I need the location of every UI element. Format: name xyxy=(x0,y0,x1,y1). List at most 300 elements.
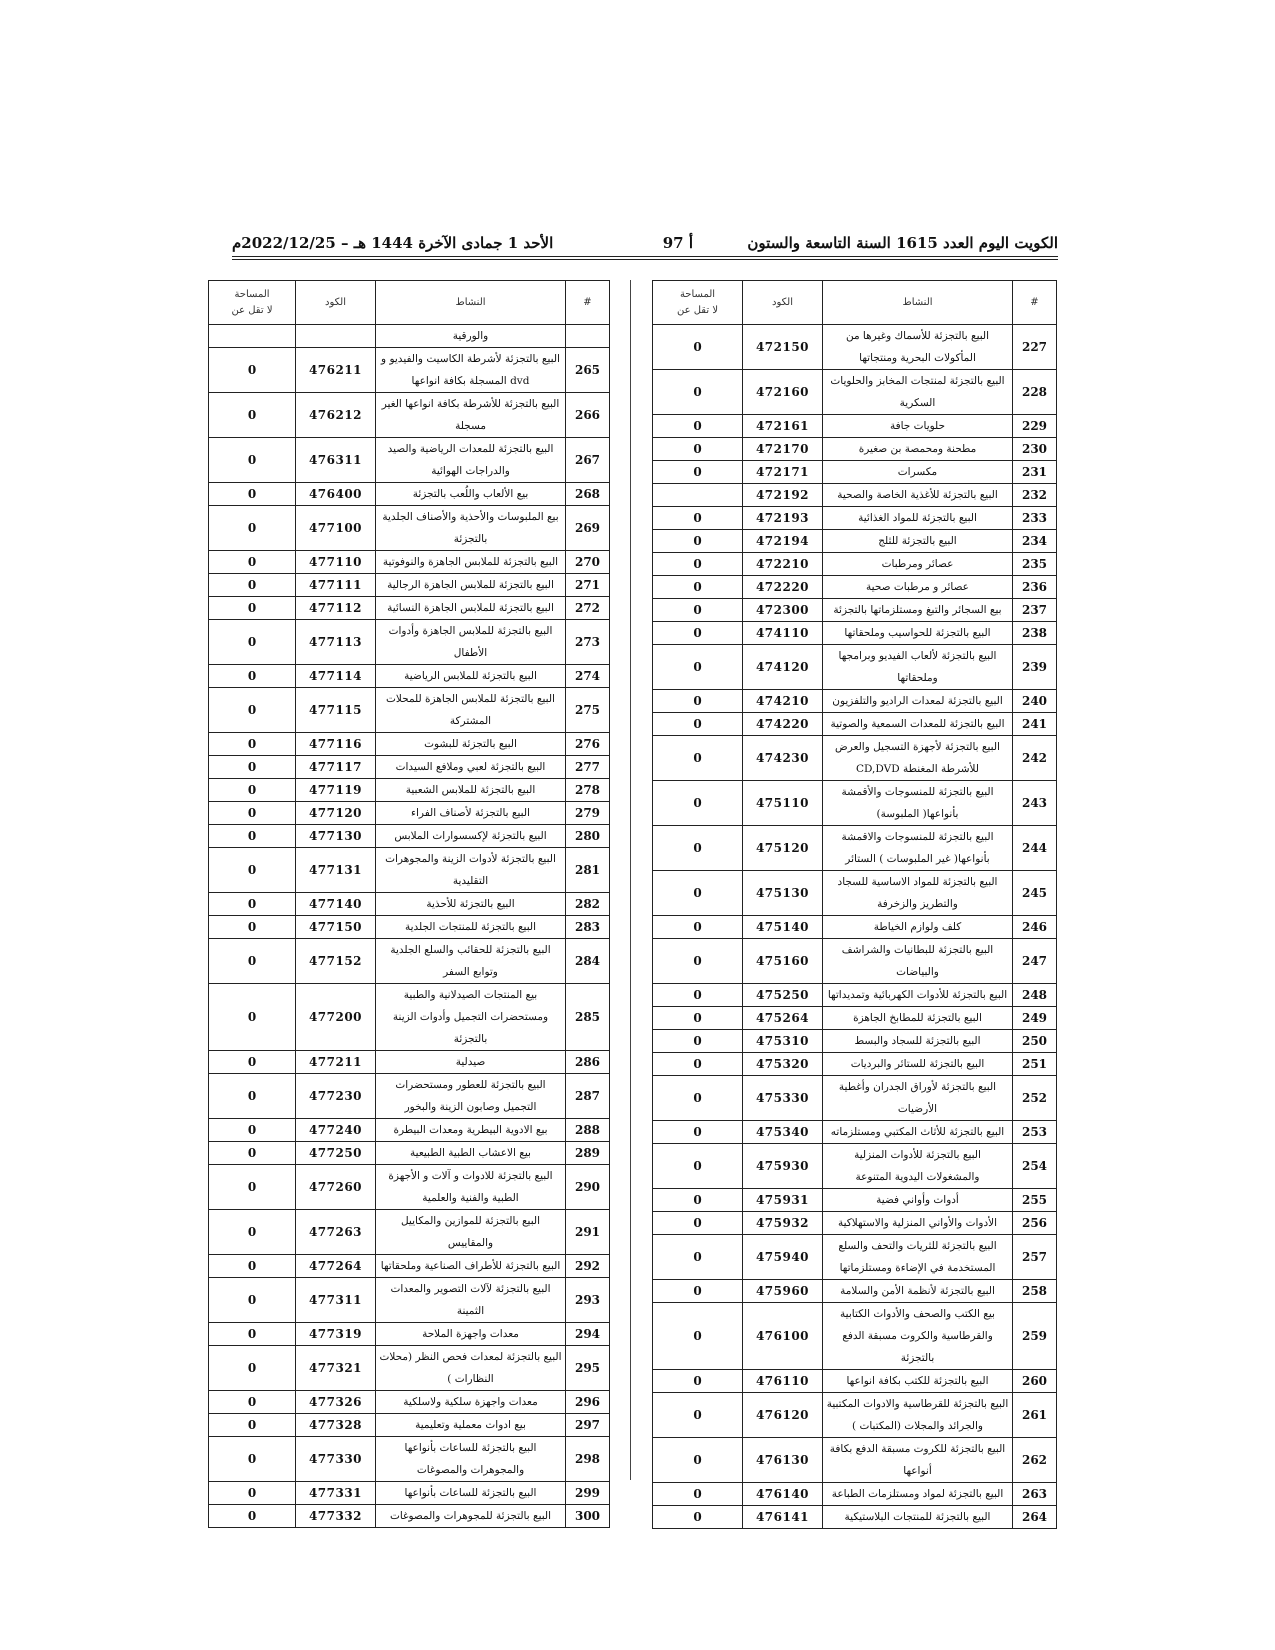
code-cell: 475340 xyxy=(743,1121,823,1144)
activity-cell: البيع بالتجزئة للمعدات الرياضية والصيد والدراجات الهوائية xyxy=(376,438,566,483)
table-row xyxy=(653,939,1057,984)
activity-cell: أدوات وأواني فضية xyxy=(823,1189,1013,1212)
area-cell: 0 xyxy=(653,1393,743,1438)
row-number: 293 xyxy=(566,1278,610,1323)
row-number: 272 xyxy=(566,597,610,620)
table-row xyxy=(653,461,1057,484)
code-cell: 472193 xyxy=(743,507,823,530)
activity-cell: البيع بالتجزئة للملابس الجاهزة النسائية xyxy=(376,597,566,620)
col-activity-header: النشاط xyxy=(376,281,566,325)
activity-cell: البيع بالتجزئة لأصناف الفراء xyxy=(376,802,566,825)
row-number: 276 xyxy=(566,733,610,756)
area-cell: 0 xyxy=(653,871,743,916)
row-number: 248 xyxy=(1013,984,1057,1007)
row-number: 280 xyxy=(566,825,610,848)
table-row xyxy=(653,1053,1057,1076)
area-cell: 0 xyxy=(653,736,743,781)
area-cell: 0 xyxy=(209,848,296,893)
code-cell: 475320 xyxy=(743,1053,823,1076)
table-row xyxy=(653,984,1057,1007)
table-header-row xyxy=(209,281,610,325)
row-number: 254 xyxy=(1013,1144,1057,1189)
code-cell: 474210 xyxy=(743,690,823,713)
activity-cell: بيع الكتب والصحف والأدوات الكتابية والقرطاسية والكروت مسبقة الدفع بالتجزئة xyxy=(823,1303,1013,1370)
code-cell: 477311 xyxy=(296,1278,376,1323)
area-cell: 0 xyxy=(653,1144,743,1189)
code-cell: 475120 xyxy=(743,826,823,871)
code-cell: 477110 xyxy=(296,551,376,574)
area-cell: 0 xyxy=(209,348,296,393)
row-number: 257 xyxy=(1013,1235,1057,1280)
code-cell: 472170 xyxy=(743,438,823,461)
table-row xyxy=(209,825,610,848)
area-cell xyxy=(653,484,743,507)
code-cell: 472160 xyxy=(743,370,823,415)
area-cell: 0 xyxy=(653,1280,743,1303)
row-number: 252 xyxy=(1013,1076,1057,1121)
row-number: 242 xyxy=(1013,736,1057,781)
area-cell: 0 xyxy=(653,690,743,713)
code-cell: 477263 xyxy=(296,1210,376,1255)
code-cell: 477230 xyxy=(296,1074,376,1119)
row-number: 232 xyxy=(1013,484,1057,507)
area-cell: 0 xyxy=(653,1438,743,1483)
code-cell: 477152 xyxy=(296,939,376,984)
row-number: 246 xyxy=(1013,916,1057,939)
activity-cell: البيع بالتجزئة للمطابخ الجاهزة xyxy=(823,1007,1013,1030)
code-cell: 477131 xyxy=(296,848,376,893)
row-number: 263 xyxy=(1013,1483,1057,1506)
row-number: 285 xyxy=(566,984,610,1051)
table-row xyxy=(209,325,610,348)
col-area-header xyxy=(653,281,743,325)
row-number: 259 xyxy=(1013,1303,1057,1370)
activity-cell: البيع بالتجزئة للحواسيب وملحقاتها xyxy=(823,622,1013,645)
col-index-header: # xyxy=(566,281,610,325)
activity-cell: البيع بالتجزئة لألعاب الفيديو وبرامجها وملحقاتها xyxy=(823,645,1013,690)
table-row xyxy=(653,1393,1057,1438)
area-cell: 0 xyxy=(653,438,743,461)
table-row xyxy=(209,551,610,574)
activity-cell: البيع بالتجزئة لعبي وملافع السيدات xyxy=(376,756,566,779)
activity-cell: بيع الملبوسات والأحذية والأصناف الجلدية بالتجزئة xyxy=(376,506,566,551)
area-cell: 0 xyxy=(653,1370,743,1393)
activity-cell: البيع بالتجزئة للستائر والبرديات xyxy=(823,1053,1013,1076)
activity-cell: البيع بالتجزئة للأثاث المكتبي ومستلزماته xyxy=(823,1121,1013,1144)
code-cell: 475930 xyxy=(743,1144,823,1189)
activity-cell: البيع بالتجزئة للمجوهرات والمصوغات xyxy=(376,1505,566,1528)
activity-cell: البيع بالتجزئة للقرطاسية والادوات المكتبية والجرائد والمجلات (المكتبات ) xyxy=(823,1393,1013,1438)
table-row xyxy=(653,325,1057,370)
code-cell: 477119 xyxy=(296,779,376,802)
activity-cell: صيدلية xyxy=(376,1051,566,1074)
table-row xyxy=(209,984,610,1051)
area-cell: 0 xyxy=(209,665,296,688)
row-number: 231 xyxy=(1013,461,1057,484)
activity-cell: البيع بالتجزئة للأسماك وغيرها من المأكولات البحرية ومنتجاتها xyxy=(823,325,1013,370)
activity-cell: بيع ادوات معملية وتعليمية xyxy=(376,1414,566,1437)
area-cell: 0 xyxy=(209,1051,296,1074)
area-cell: 0 xyxy=(209,1210,296,1255)
code-cell: 477112 xyxy=(296,597,376,620)
table-row xyxy=(209,1505,610,1528)
code-cell: 475160 xyxy=(743,939,823,984)
activity-cell: البيع بالتجزئة للحقائب والسلع الجلدية وتوابع السفر xyxy=(376,939,566,984)
activity-cell: بيع الادوية البيطرية ومعدات البيطرة xyxy=(376,1119,566,1142)
row-number: 297 xyxy=(566,1414,610,1437)
code-cell: 477140 xyxy=(296,893,376,916)
table-row xyxy=(653,1235,1057,1280)
area-cell: 0 xyxy=(209,779,296,802)
activity-cell: البيع بالتجزئة للساعات بأنواعها xyxy=(376,1482,566,1505)
code-cell: 475110 xyxy=(743,781,823,826)
table-row xyxy=(209,1346,610,1391)
row-number: 275 xyxy=(566,688,610,733)
table-row xyxy=(209,483,610,506)
row-number: 243 xyxy=(1013,781,1057,826)
activity-cell: البيع بالتجزئة للمعدات السمعية والصوتية xyxy=(823,713,1013,736)
row-number: 274 xyxy=(566,665,610,688)
activity-cell: البيع بالتجزئة للأشرطة بكافة انواعها الغير مسجلة xyxy=(376,393,566,438)
area-cell: 0 xyxy=(209,916,296,939)
activity-cell: عصائر و مرطبات صحية xyxy=(823,576,1013,599)
area-cell: 0 xyxy=(209,688,296,733)
code-cell: 476212 xyxy=(296,393,376,438)
activity-cell: البيع بالتجزئة للبشوت xyxy=(376,733,566,756)
area-cell: 0 xyxy=(653,713,743,736)
activity-cell: البيع بالتجزئة للعطور ومستحضرات التجميل وصابون الزينة والبخور xyxy=(376,1074,566,1119)
row-number: 240 xyxy=(1013,690,1057,713)
code-cell: 476130 xyxy=(743,1438,823,1483)
table-row xyxy=(653,1121,1057,1144)
area-cell: 0 xyxy=(209,1119,296,1142)
activity-cell: البيع بالتجزئة للثريات والتحف والسلع المستخدمة في الإضاءة ومستلزماتها xyxy=(823,1235,1013,1280)
area-cell: 0 xyxy=(653,622,743,645)
row-number: 245 xyxy=(1013,871,1057,916)
code-cell: 477115 xyxy=(296,688,376,733)
row-number: 289 xyxy=(566,1142,610,1165)
area-cell: 0 xyxy=(653,916,743,939)
table-row xyxy=(653,826,1057,871)
activity-cell: بيع الاعشاب الطبية الطبيعية xyxy=(376,1142,566,1165)
area-header-line2: لا تقل عن xyxy=(231,304,273,316)
activities-table-left xyxy=(208,280,610,1528)
area-cell: 0 xyxy=(209,438,296,483)
area-cell: 0 xyxy=(209,483,296,506)
area-cell: 0 xyxy=(653,1506,743,1529)
code-cell: 475960 xyxy=(743,1280,823,1303)
activity-cell: البيع بالتجزئة للملابس الرياضية xyxy=(376,665,566,688)
code-cell: 472192 xyxy=(743,484,823,507)
table-row xyxy=(653,484,1057,507)
activity-cell: البيع بالتجزئة للكتب بكافة انواعها xyxy=(823,1370,1013,1393)
code-cell: 477328 xyxy=(296,1414,376,1437)
row-number: 296 xyxy=(566,1391,610,1414)
table-row xyxy=(653,871,1057,916)
area-cell: 0 xyxy=(653,1053,743,1076)
area-cell: 0 xyxy=(653,553,743,576)
activity-cell: البيع بالتجزئة للبطانيات والشراشف والبياضات xyxy=(823,939,1013,984)
table-row xyxy=(653,576,1057,599)
activity-cell: البيع بالتجزئة للمنتجات البلاستيكية xyxy=(823,1506,1013,1529)
table-row xyxy=(653,1030,1057,1053)
activity-cell: البيع بالتجزئة للثلج xyxy=(823,530,1013,553)
activity-cell: بيع المنتجات الصيدلانية والطبية ومستحضرات التجميل وأدوات الزينة بالتجزئة xyxy=(376,984,566,1051)
activity-cell: البيع بالتجزئة للمنسوجات والأقمشة بأنواعها( الملبوسة) xyxy=(823,781,1013,826)
activity-cell: معدات واجهزة سلكية ولاسلكية xyxy=(376,1391,566,1414)
table-row xyxy=(209,756,610,779)
row-number: 300 xyxy=(566,1505,610,1528)
table-row xyxy=(209,848,610,893)
page-number: أ 97 xyxy=(662,234,693,252)
row-number: 271 xyxy=(566,574,610,597)
table-row xyxy=(209,597,610,620)
area-cell: 0 xyxy=(209,551,296,574)
row-number: 299 xyxy=(566,1482,610,1505)
col-activity-header: النشاط xyxy=(823,281,1013,325)
code-cell: 477211 xyxy=(296,1051,376,1074)
activity-cell: البيع بالتجزئة للملابس الجاهزة الرجالية xyxy=(376,574,566,597)
code-cell: 477332 xyxy=(296,1505,376,1528)
row-number: 282 xyxy=(566,893,610,916)
table-row xyxy=(209,348,610,393)
table-row xyxy=(653,1212,1057,1235)
row-number: 227 xyxy=(1013,325,1057,370)
table-row xyxy=(209,506,610,551)
code-cell: 477326 xyxy=(296,1391,376,1414)
col-code-header: الكود xyxy=(296,281,376,325)
col-area-header xyxy=(209,281,296,325)
code-cell: 476110 xyxy=(743,1370,823,1393)
code-cell: 474220 xyxy=(743,713,823,736)
row-number: 267 xyxy=(566,438,610,483)
activity-cell: البيع بالتجزئة للأدوات المنزلية والمشغولات اليدوية المتنوعة xyxy=(823,1144,1013,1189)
code-cell: 475140 xyxy=(743,916,823,939)
row-number: 250 xyxy=(1013,1030,1057,1053)
code-cell: 474230 xyxy=(743,736,823,781)
table-row xyxy=(209,1414,610,1437)
table-row xyxy=(209,1051,610,1074)
table-row xyxy=(209,1255,610,1278)
activity-cell: حلويات جافة xyxy=(823,415,1013,438)
row-number: 261 xyxy=(1013,1393,1057,1438)
activity-cell: البيع بالتجزئة للكروت مسبقة الدفع بكافة أنواعها xyxy=(823,1438,1013,1483)
row-number: 247 xyxy=(1013,939,1057,984)
code-cell: 472300 xyxy=(743,599,823,622)
table-row xyxy=(209,620,610,665)
row-number: 256 xyxy=(1013,1212,1057,1235)
table-row xyxy=(209,893,610,916)
row-number: 264 xyxy=(1013,1506,1057,1529)
area-cell: 0 xyxy=(209,574,296,597)
table-row xyxy=(209,916,610,939)
activity-cell: البيع بالتجزئة للملابس الجاهزة وأدوات الأطفال xyxy=(376,620,566,665)
area-cell: 0 xyxy=(209,1074,296,1119)
row-number: 251 xyxy=(1013,1053,1057,1076)
code-cell: 472171 xyxy=(743,461,823,484)
code-cell: 477150 xyxy=(296,916,376,939)
row-number: 295 xyxy=(566,1346,610,1391)
code-cell: 477319 xyxy=(296,1323,376,1346)
area-cell: 0 xyxy=(209,1165,296,1210)
activity-cell: البيع بالتجزئة للملابس الشعبية xyxy=(376,779,566,802)
table-row xyxy=(653,1303,1057,1370)
code-cell: 477264 xyxy=(296,1255,376,1278)
code-cell: 477321 xyxy=(296,1346,376,1391)
code-cell: 476120 xyxy=(743,1393,823,1438)
row-number: 283 xyxy=(566,916,610,939)
code-cell: 477116 xyxy=(296,733,376,756)
table-row xyxy=(653,415,1057,438)
table-row xyxy=(653,1007,1057,1030)
area-cell: 0 xyxy=(209,506,296,551)
table-row xyxy=(653,507,1057,530)
activity-cell: بيع السجائر والتبغ ومستلزماتها بالتجزئة xyxy=(823,599,1013,622)
area-cell: 0 xyxy=(653,1303,743,1370)
area-cell: 0 xyxy=(653,781,743,826)
table-row xyxy=(653,781,1057,826)
row-number: 288 xyxy=(566,1119,610,1142)
row-number: 262 xyxy=(1013,1438,1057,1483)
table-header-row xyxy=(653,281,1057,325)
activity-cell: البيع بالتجزئة للأحذية xyxy=(376,893,566,916)
table-row xyxy=(653,713,1057,736)
row-number: 260 xyxy=(1013,1370,1057,1393)
code-cell: 474110 xyxy=(743,622,823,645)
table-row xyxy=(653,553,1057,576)
area-cell: 0 xyxy=(653,1007,743,1030)
row-number: 294 xyxy=(566,1323,610,1346)
activity-cell: عصائر ومرطبات xyxy=(823,553,1013,576)
activity-cell: البيع بالتجزئة للملابس الجاهزة للمحلات المشتركة xyxy=(376,688,566,733)
activity-cell: البيع بالتجزئة لمعدات فحص النظر (محلات النظارات ) xyxy=(376,1346,566,1391)
row-number: 291 xyxy=(566,1210,610,1255)
area-cell: 0 xyxy=(653,984,743,1007)
activity-cell: معدات واجهزة الملاحة xyxy=(376,1323,566,1346)
area-cell: 0 xyxy=(653,1212,743,1235)
table-row xyxy=(209,1210,610,1255)
area-cell: 0 xyxy=(653,1235,743,1280)
column-divider xyxy=(630,280,631,1480)
row-number: 241 xyxy=(1013,713,1057,736)
activity-cell: الأدوات والأواني المنزلية والاستهلاكية xyxy=(823,1212,1013,1235)
row-number: 249 xyxy=(1013,1007,1057,1030)
row-number: 277 xyxy=(566,756,610,779)
code-cell: 477100 xyxy=(296,506,376,551)
area-cell: 0 xyxy=(653,1189,743,1212)
table-row xyxy=(209,1278,610,1323)
header-rule xyxy=(232,256,1058,257)
row-number: 255 xyxy=(1013,1189,1057,1212)
row-number: 270 xyxy=(566,551,610,574)
table-row xyxy=(653,1483,1057,1506)
code-cell: 477260 xyxy=(296,1165,376,1210)
table-row xyxy=(209,1074,610,1119)
area-cell: 0 xyxy=(653,1483,743,1506)
area-cell: 0 xyxy=(209,733,296,756)
area-cell: 0 xyxy=(653,461,743,484)
code-cell: 476100 xyxy=(743,1303,823,1370)
activity-cell: البيع بالتجزئة لأنظمة الأمن والسلامة xyxy=(823,1280,1013,1303)
area-cell: 0 xyxy=(209,1414,296,1437)
table-row xyxy=(209,1165,610,1210)
row-number: 230 xyxy=(1013,438,1057,461)
row-number: 236 xyxy=(1013,576,1057,599)
row-number: 279 xyxy=(566,802,610,825)
code-cell: 472210 xyxy=(743,553,823,576)
row-number: 233 xyxy=(1013,507,1057,530)
table-row xyxy=(209,665,610,688)
area-cell: 0 xyxy=(209,1255,296,1278)
table-row xyxy=(209,1391,610,1414)
row-number: 298 xyxy=(566,1437,610,1482)
row-number: 269 xyxy=(566,506,610,551)
activity-cell: بيع الألعاب واللُعب بالتجزئة xyxy=(376,483,566,506)
activity-cell: كلف ولوازم الخياطة xyxy=(823,916,1013,939)
row-number: 290 xyxy=(566,1165,610,1210)
table-row xyxy=(653,530,1057,553)
area-cell: 0 xyxy=(209,1278,296,1323)
right-table-body xyxy=(653,325,1057,1529)
code-cell: 477130 xyxy=(296,825,376,848)
code-cell: 477331 xyxy=(296,1482,376,1505)
area-header-line2: لا تقل عن xyxy=(676,304,719,316)
row-number: 258 xyxy=(1013,1280,1057,1303)
row-number: 235 xyxy=(1013,553,1057,576)
code-cell: 475940 xyxy=(743,1235,823,1280)
area-cell: 0 xyxy=(653,599,743,622)
activity-cell: البيع بالتجزئة للساعات بأنواعها والمجوهرات والمصوغات xyxy=(376,1437,566,1482)
area-cell: 0 xyxy=(209,756,296,779)
code-cell: 472150 xyxy=(743,325,823,370)
left-table-body xyxy=(209,325,610,1528)
area-cell: 0 xyxy=(209,893,296,916)
code-cell: 475130 xyxy=(743,871,823,916)
row-number: 287 xyxy=(566,1074,610,1119)
area-cell: 0 xyxy=(209,802,296,825)
area-cell: 0 xyxy=(209,984,296,1051)
table-row xyxy=(653,370,1057,415)
row-number: 265 xyxy=(566,348,610,393)
area-cell: 0 xyxy=(209,939,296,984)
area-cell: 0 xyxy=(209,1346,296,1391)
activity-cell: مطحنة ومحمصة بن صغيرة xyxy=(823,438,1013,461)
table-row xyxy=(209,1323,610,1346)
activity-cell: البيع بالتجزئة للموازين والمكاييل والمقاييس xyxy=(376,1210,566,1255)
activity-cell: البيع بالتجزئة للادوات و آلات و الأجهزة الطبية والفنية والعلمية xyxy=(376,1165,566,1210)
area-cell: 0 xyxy=(209,1142,296,1165)
code-cell: 475932 xyxy=(743,1212,823,1235)
activity-cell: البيع بالتجزئة للملابس الجاهزة والنوفوتية xyxy=(376,551,566,574)
table-row xyxy=(209,688,610,733)
area-cell: 0 xyxy=(209,597,296,620)
code-cell: 476141 xyxy=(743,1506,823,1529)
activity-cell: البيع بالتجزئة للمواد الاساسية للسجاد والتطريز والزخرفة xyxy=(823,871,1013,916)
area-cell: 0 xyxy=(653,415,743,438)
area-cell: 0 xyxy=(209,1323,296,1346)
area-cell: 0 xyxy=(653,507,743,530)
table-row xyxy=(209,1437,610,1482)
table-row xyxy=(209,393,610,438)
area-cell: 0 xyxy=(653,1121,743,1144)
activity-cell: البيع بالتجزئة لمنتجات المخابز والحلويات السكرية xyxy=(823,370,1013,415)
area-cell: 0 xyxy=(209,1505,296,1528)
row-number xyxy=(566,325,610,348)
row-number: 234 xyxy=(1013,530,1057,553)
table-row xyxy=(209,574,610,597)
area-cell: 0 xyxy=(653,576,743,599)
activities-table-right xyxy=(652,280,1057,1529)
